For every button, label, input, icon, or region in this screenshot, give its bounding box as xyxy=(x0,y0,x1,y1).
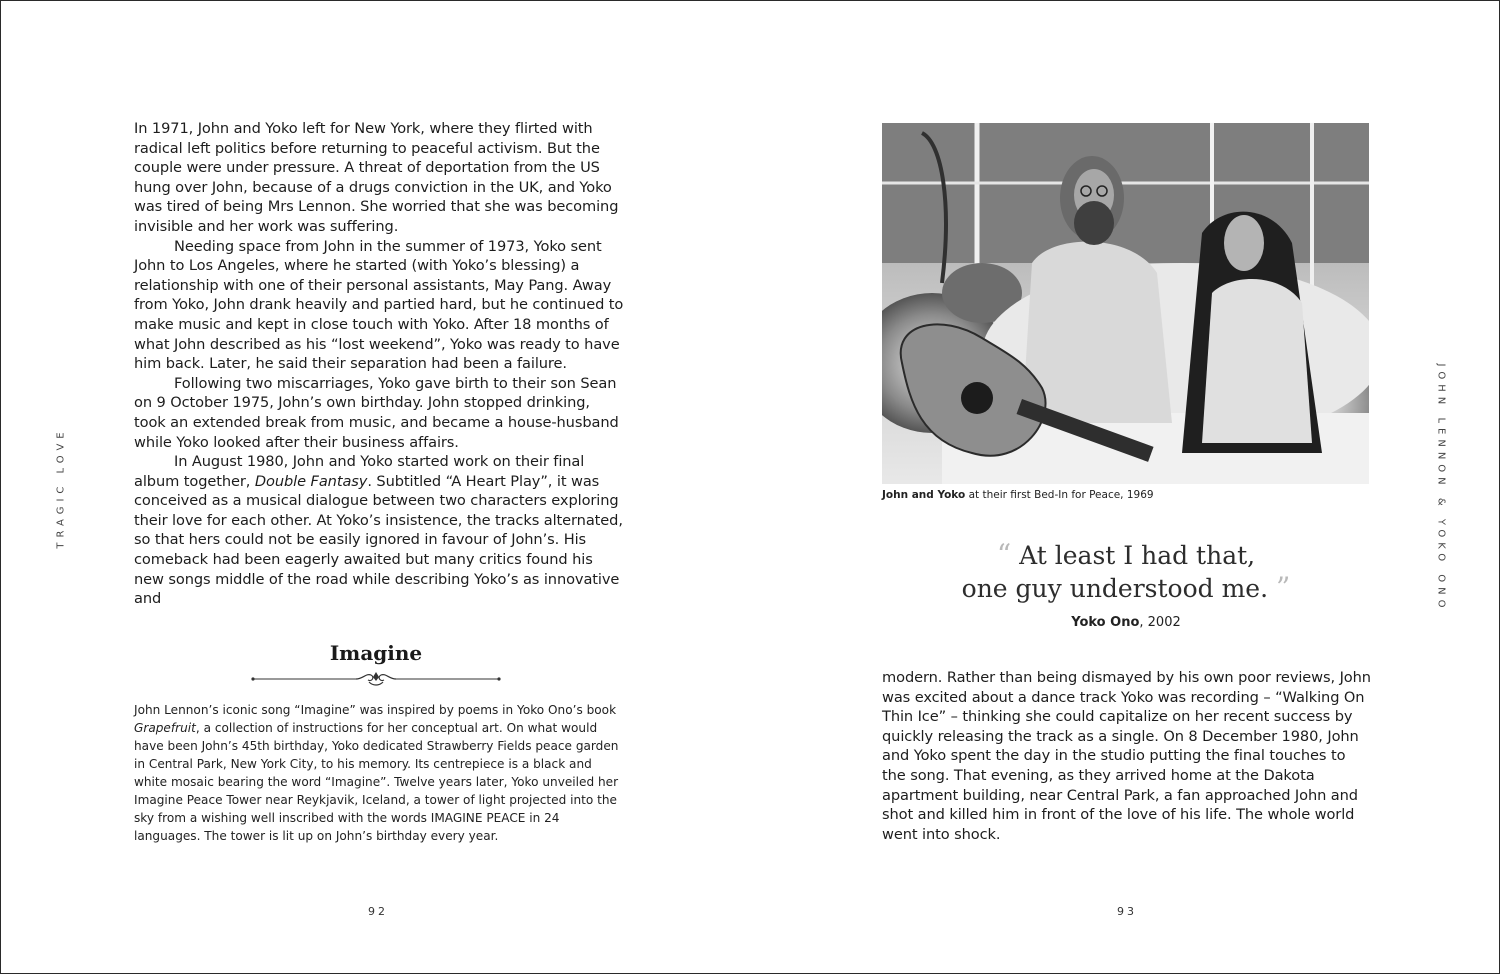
left-body-text xyxy=(134,119,624,609)
left-page xyxy=(1,1,751,975)
photo-caption xyxy=(882,489,1154,501)
quote-attribution xyxy=(931,615,1321,630)
quote-line-2-text: one guy understood me. xyxy=(961,574,1269,603)
bed-in-photo xyxy=(882,123,1369,484)
quote-line-2 xyxy=(931,572,1321,605)
sidebar-text xyxy=(134,701,626,845)
right-body-text xyxy=(882,668,1372,844)
caption-bold: John and Yoko xyxy=(882,489,966,501)
paragraph-2: Needing space from John in the summer of 1973, Yoko sent John to Los Angeles, where he started (with Yoko’s blessing) a relationship with one of their personal assistants, May Pang. Away from Yoko, John drank heavily and partied hard, but he continued to make music and kept in close touch with Yoko. After 18 months of what John described as his “lost weekend”, Yoko was ready to have him back. Later, he said their separation had been a failure. xyxy=(134,237,624,373)
sidebar-heading: Imagine xyxy=(329,641,423,665)
book-title: Grapefruit xyxy=(134,721,196,735)
quote-year: , 2002 xyxy=(1139,615,1181,630)
quote-line-1-text: At least I had that, xyxy=(1019,541,1256,570)
caption-text: at their first Bed-In for Peace, 1969 xyxy=(965,489,1154,501)
continued-paragraph: modern. Rather than being dismayed by his own poor reviews, John was excited about a dance track Yoko was recording – “Walking On Thin Ice” – thinking she could capitalize on her recent success by quickly releasing the track as a single. On 8 December 1980, John and Yoko spent the day in the studio putting the final touches to the song. That evening, as they arrived home at the Dakota apartment building, near Central Park, a fan approached John and shot and killed him in front of the love of his life. The whole world went into shock. xyxy=(882,669,1371,843)
quote-author: Yoko Ono xyxy=(1071,615,1140,630)
sidebar-text-end: , a collection of instructions for her conceptual art. On what would have been John’s 45th birthday, Yoko dedicated Strawberry Fields peace garden in Central Park, New York City, to his memory. Its centrepiece is a black and white mosaic bearing the word “Imagine”. Twelve years later, Yoko unveiled her Imagine Peace Tower near Reykjavik, Iceland, a tower of light projected into the sky from a wishing well inscribed with the words IMAGINE PEACE in 24 languages. The tower is lit up on John’s birthday every year. xyxy=(134,721,619,843)
running-head-left: TRAGIC LOVE xyxy=(55,427,67,549)
quote-line-1 xyxy=(931,539,1321,572)
paragraph-4-start: In August 1980, John and Yoko started work on their final album together, xyxy=(134,453,585,490)
page-number-left: 92 xyxy=(368,905,388,918)
page-number-right: 93 xyxy=(1117,905,1137,918)
paragraph-3: Following two miscarriages, Yoko gave birth to their son Sean on 9 October 1975, John’s own birthday. John stopped drinking, took an extended break from music, and became a house-husband while Yoko looked after their business affairs. xyxy=(134,374,619,451)
sidebar-text-start: John Lennon’s iconic song “Imagine” was inspired by poems in Yoko Ono’s book xyxy=(134,703,617,717)
album-title: Double Fantasy xyxy=(254,472,368,490)
open-quote-mark: “ xyxy=(996,538,1012,571)
paragraph-4 xyxy=(134,452,624,609)
close-quote-mark: ” xyxy=(1276,571,1291,604)
right-page xyxy=(751,1,1500,975)
paragraph-4-end: . Subtitled “A Heart Play”, it was conceived as a musical dialogue between two characters exploring their love for each other. At Yoko’s insistence, the tracks alternated, so that hers could not be easily ignored in favour of John’s. His comeback had been eagerly awaited but many critics found his new songs middle of the road while describing Yoko’s as innovative and xyxy=(134,472,623,608)
ornament-divider xyxy=(251,669,501,689)
paragraph-1: In 1971, John and Yoko left for New York, where they flirted with radical left politics before returning to peaceful activism. But the couple were under pressure. A threat of deportation from the US hung over John, because of a drugs conviction in the UK, and Yoko was tired of being Mrs Lennon. She worried that she was becoming invisible and her work was suffering. xyxy=(134,120,619,235)
pull-quote xyxy=(931,539,1321,605)
running-head-right: JOHN LENNON & YOKO ONO xyxy=(1435,363,1447,613)
sidebar-paragraph xyxy=(134,701,626,845)
